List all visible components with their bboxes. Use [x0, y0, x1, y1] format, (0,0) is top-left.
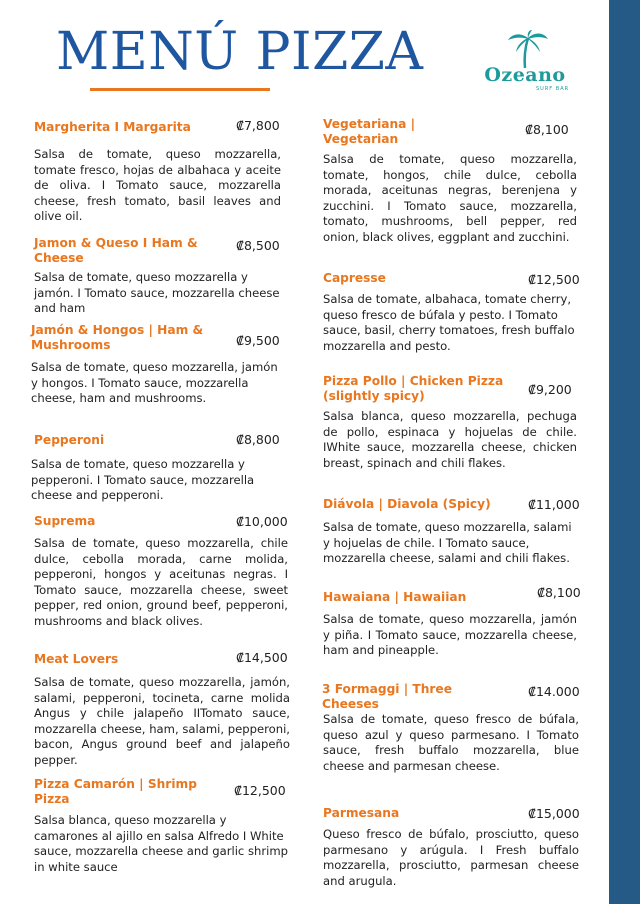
item-description: Salsa de tomate, queso mozzarella, tomate fresco, hojas de albahaca y aceite de oliva. I Tomato sauce, mozzarella cheese, fresh tomato, basil leaves and olive oil.: [34, 147, 281, 224]
item-description: Salsa de tomate, albahaca, tomate cherry, queso fresco de búfala y pesto. I Tomato sauce, basil, cherry tomatoes, fresh buffalo mozzarella and pesto.: [323, 292, 575, 353]
item-name: Hawaiana | Hawaiian: [323, 590, 467, 604]
item-price: ₡8,500: [236, 238, 280, 253]
item-name: 3 Formaggi | Three Cheeses: [322, 682, 452, 711]
item-price: ₡10,000: [236, 514, 288, 529]
item-price: ₡12,500: [528, 272, 580, 287]
item-description: Salsa blanca, queso mozzarella y camarones al ajillo en salsa Alfredo I White sauce, mozzarella cheese and garlic shrimp in white sauce: [34, 813, 289, 874]
item-description: Salsa de tomate, queso mozzarella, jamón, salami, pepperoni, tocineta, carne molida Angus y chile jalapeño IITomato sauce, mozzarella cheese, ham, salami, pepperoni, bacon, Angus ground beef and jalapeño pepper.: [34, 675, 290, 767]
item-name: Meat Lovers: [34, 652, 119, 666]
item-name: Diávola | Diavola (Spicy): [323, 497, 491, 511]
item-description: Salsa de tomate, queso mozzarella y jamón. I Tomato sauce, mozzarella cheese and ham: [34, 270, 280, 316]
item-name: Jamón & Hongos | Ham & Mushrooms: [31, 323, 204, 352]
item-description: Salsa blanca, queso mozzarella, pechuga de pollo, espinaca y hojuelas de chile. IWhite sauce, mozzarella cheese, chicken breast, spinach and chili flakes.: [323, 409, 577, 470]
item-name: Pizza Pollo | Chicken Pizza (slightly spicy): [323, 374, 504, 403]
item-price: ₡12,500: [234, 783, 286, 798]
item-description: Salsa de tomate, queso mozzarella, jamón y hongos. I Tomato sauce, mozzarella cheese, ham and mushrooms.: [31, 360, 278, 406]
item-name: Capresse: [323, 271, 386, 285]
item-description: Salsa de tomate, queso mozzarella, tomate, hongos, chile dulce, cebolla morada, aceitunas negras, berenjena y zucchini. I Tomato sauce, mozzarella, tomato, mushrooms, bell pepper, red onion, black olives, eggplant and zucchini.: [323, 152, 577, 244]
item-name: Pizza Camarón | Shrimp Pizza: [34, 777, 197, 806]
item-description: Salsa de tomate, queso mozzarella, jamón y piña. I Tomato sauce, mozzarella cheese, ham and pineapple.: [323, 612, 577, 658]
item-description: Salsa de tomate, queso mozzarella, chile dulce, cebolla morada, carne molida, pepperoni, hongos y aceitunas negras. I Tomato sauce, mozzarella cheese, sweet pepper, red onion, ground beef, pepperoni, mushrooms and black olives.: [34, 536, 288, 628]
item-name: Vegetariana | Vegetarian: [323, 117, 416, 146]
item-description: Salsa de tomate, queso mozzarella y pepperoni. I Tomato sauce, mozzarella cheese and pepperoni.: [31, 457, 255, 503]
item-name: Pepperoni: [34, 433, 105, 447]
page-title: MENÚ PIZZA: [56, 22, 424, 82]
title-underline: [90, 88, 270, 91]
item-price: ₡14.000: [528, 684, 580, 699]
item-price: ₡8,800: [236, 432, 280, 447]
logo: [470, 30, 580, 100]
item-name: Margherita I Margarita: [34, 120, 191, 134]
item-price: ₡7,800: [236, 118, 280, 133]
item-name: Jamon & Queso I Ham & Cheese: [34, 236, 198, 265]
item-name: Parmesana: [323, 806, 400, 820]
item-price: ₡9,200: [528, 382, 572, 397]
item-price: ₡14,500: [236, 650, 288, 665]
item-price: ₡15,000: [528, 806, 580, 821]
item-price: ₡9,500: [236, 333, 280, 348]
item-description: Queso fresco de búfalo, prosciutto, queso parmesano y arúgula. I Fresh buffalo mozzarella, prosciutto, parmesan cheese and arugula.: [323, 827, 579, 888]
logo-subtext: SURF BAR: [536, 86, 570, 92]
item-price: ₡8,100: [537, 585, 581, 600]
item-description: Salsa de tomate, queso mozzarella, salami y hojuelas de chile. I Tomato sauce, mozzarella cheese, salami and chili flakes.: [323, 520, 572, 566]
item-description: Salsa de tomate, queso fresco de búfala, queso azul y queso parmesano. I Tomato sauce, fresh buffalo mozzarella, blue cheese and parmesan cheese.: [323, 712, 579, 773]
side-bar: [609, 0, 640, 904]
logo-text: Ozeano: [484, 64, 566, 86]
item-name: Suprema: [34, 514, 96, 528]
item-price: ₡8,100: [525, 122, 569, 137]
item-price: ₡11,000: [528, 497, 580, 512]
